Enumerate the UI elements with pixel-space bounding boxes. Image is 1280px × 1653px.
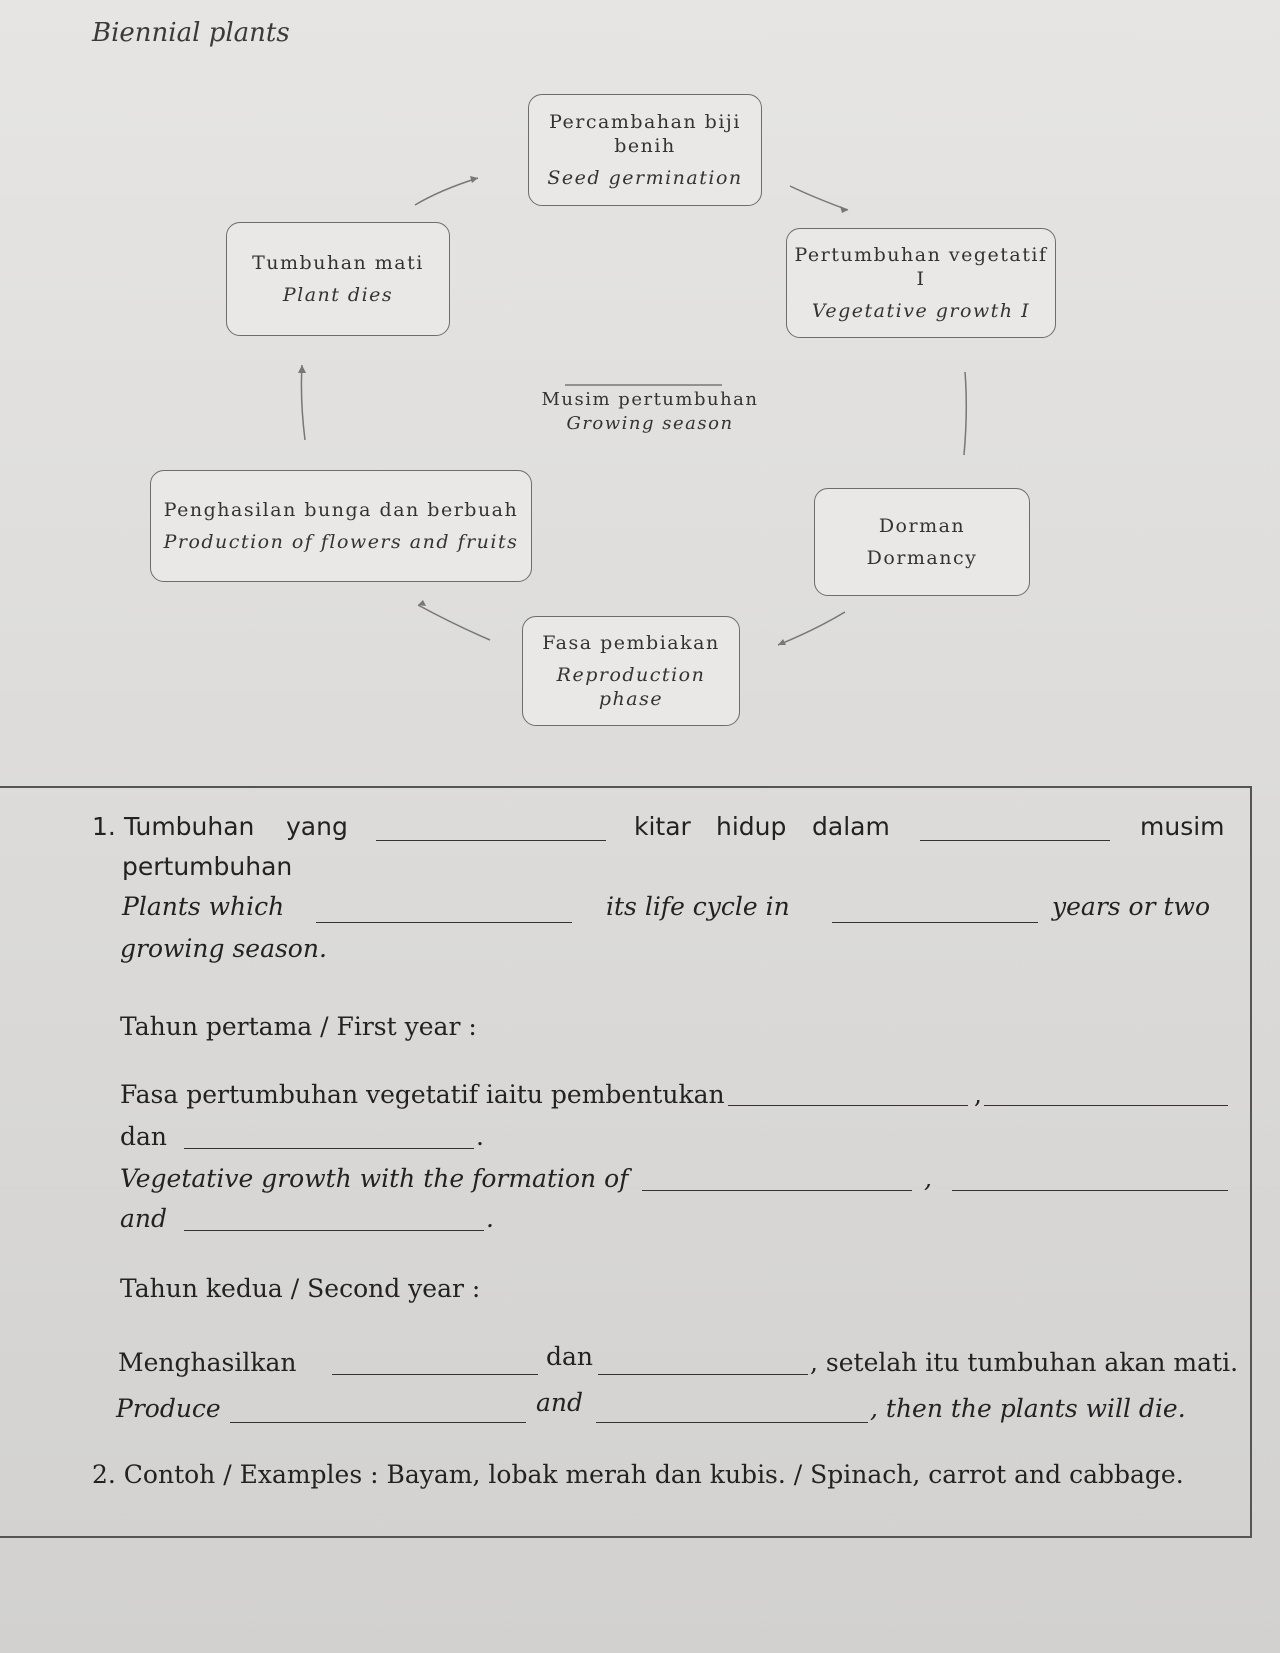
centre-en: Growing season [566, 413, 734, 434]
page-title: Biennial plants [92, 18, 290, 48]
node-dormancy-ms: Dorman [878, 515, 966, 537]
fy-ms-blank-3[interactable] [184, 1148, 474, 1149]
fy-ms-text: Fasa pertumbuhan vegetatif iaitu pembentukan [120, 1080, 725, 1109]
fy-en-text: Vegetative growth with the formation of [120, 1164, 629, 1193]
node-reproduction-en: Reproduction phase [556, 664, 706, 710]
sy-ms-dan: dan [546, 1342, 594, 1371]
sy-ms-blank-1[interactable] [332, 1374, 538, 1375]
arrow-reproduction-to-flowers [418, 605, 490, 640]
node-flowers-fruits [150, 470, 532, 582]
node-seed-germination [528, 94, 762, 206]
sy-en-and: and [536, 1388, 584, 1417]
centre-growing-season [540, 388, 760, 436]
q1-en-life-cycle: its life cycle in [606, 892, 790, 921]
node-plant-dies [226, 222, 450, 336]
q1-word-kitar: kitar [634, 812, 691, 841]
q1-word-tumbuhan: Tumbuhan [124, 812, 255, 841]
node-vegetative-ms: Pertumbuhan vegetatif I [794, 244, 1048, 290]
q1-word-musim: musim [1140, 812, 1225, 841]
node-reproduction-phase [522, 616, 740, 726]
fy-ms-comma: , [974, 1080, 982, 1109]
fy-ms-blank-2[interactable] [984, 1105, 1228, 1106]
sy-ms-menghasilkan: Menghasilkan [118, 1348, 297, 1377]
node-seed-en: Seed germination [547, 167, 743, 189]
arrow-vegetative-to-dormancy [964, 372, 966, 455]
arrow-flowers-to-dies [301, 365, 305, 440]
sy-ms-rest: , setelah itu tumbuhan akan mati. [810, 1348, 1239, 1377]
fy-ms-period: . [476, 1122, 484, 1151]
fy-en-blank-3[interactable] [184, 1230, 484, 1231]
node-dies-en: Plant dies [282, 284, 394, 306]
q1-word-dalam: dalam [812, 812, 890, 841]
node-vegetative-growth [786, 228, 1056, 338]
q1-en-blank-2[interactable] [832, 922, 1038, 923]
node-vegetative-en: Vegetative growth I [811, 300, 1031, 322]
sy-ms-blank-2[interactable] [598, 1374, 808, 1375]
node-dies-ms: Tumbuhan mati [252, 252, 424, 274]
fy-en-comma: , [924, 1164, 932, 1193]
arrow-seed-to-vegetative [790, 186, 848, 210]
centre-ms: Musim pertumbuhan [541, 389, 759, 410]
node-reproduction-ms: Fasa pembiakan [542, 632, 720, 654]
q1-en-years: years or two [1052, 892, 1210, 921]
arrow-dies-to-seed [415, 178, 478, 205]
node-dormancy [814, 488, 1030, 596]
fy-en-and: and [120, 1204, 168, 1233]
q1-word-hidup: hidup [716, 812, 787, 841]
q1-en-plants-which: Plants which [122, 892, 285, 921]
first-year-heading: Tahun pertama / First year : [120, 1012, 477, 1041]
q1-en-growing-season: growing season. [120, 934, 327, 963]
sy-en-blank-1[interactable] [230, 1422, 526, 1423]
fy-en-blank-2[interactable] [952, 1190, 1228, 1191]
second-year-heading: Tahun kedua / Second year : [120, 1274, 481, 1303]
q1-blank-2[interactable] [920, 840, 1110, 841]
node-seed-ms: Percambahan biji benih [549, 111, 741, 157]
q2-examples: 2. Contoh / Examples : Bayam, lobak merah dan kubis. / Spinach, carrot and cabbage. [92, 1460, 1184, 1489]
arrow-dormancy-to-reproduction [778, 612, 845, 645]
q1-en-blank-1[interactable] [316, 922, 572, 923]
sy-en-blank-2[interactable] [596, 1422, 868, 1423]
sy-en-rest: , then the plants will die. [870, 1394, 1186, 1423]
fy-en-period: . [486, 1204, 494, 1233]
q1-number: 1. [92, 812, 116, 841]
node-flowers-en: Production of flowers and fruits [163, 531, 519, 553]
fy-ms-dan: dan [120, 1122, 168, 1151]
node-dormancy-en: Dormancy [866, 547, 978, 569]
node-flowers-ms: Penghasilan bunga dan berbuah [163, 499, 519, 521]
q1-word-pertumbuhan: pertumbuhan [122, 852, 293, 881]
sy-en-produce: Produce [116, 1394, 221, 1423]
q1-blank-1[interactable] [376, 840, 606, 841]
fy-ms-blank-1[interactable] [728, 1105, 968, 1106]
fy-en-blank-1[interactable] [642, 1190, 912, 1191]
q1-word-yang: yang [286, 812, 348, 841]
